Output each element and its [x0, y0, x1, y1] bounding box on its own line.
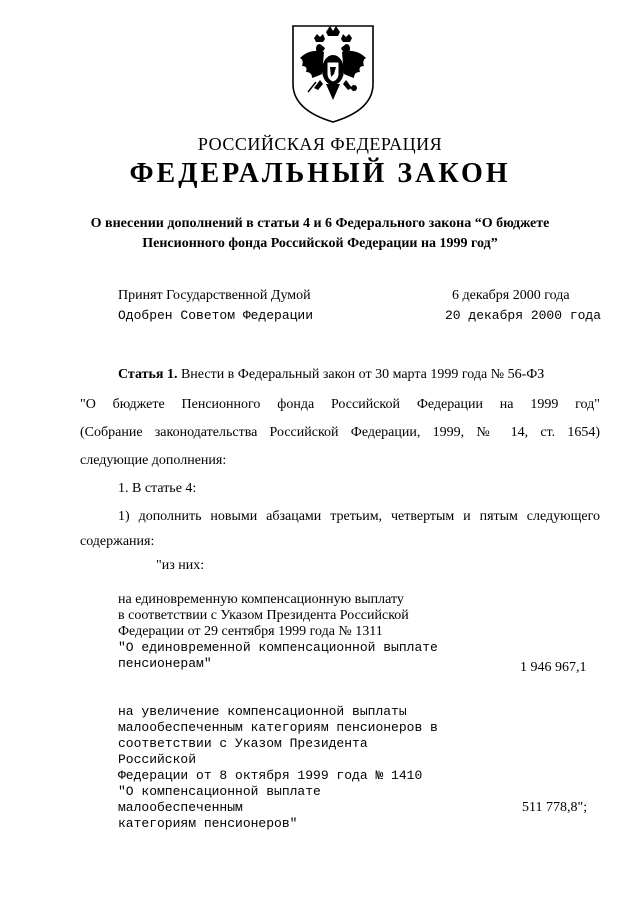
item-2-amount: 511 778,8"; — [522, 800, 588, 815]
coat-of-arms-emblem — [290, 22, 376, 124]
duma-adoption-label: Принят Государственной Думой — [118, 288, 311, 303]
item-2-line-2: малообеспеченным категориям пенсионеров в — [118, 720, 438, 735]
item-1-line-3: Федерации от 29 сентября 1999 года № 1311 — [118, 624, 383, 639]
item-2-line-5: "О компенсационной выплате малообеспеченным — [118, 784, 321, 815]
item-2-line-4: Федерации от 8 октября 1999 года № 1410 — [118, 768, 423, 783]
list-item — [118, 592, 448, 672]
article-1-heading: Статья 1. — [118, 367, 178, 382]
article-1-line-3: (Собрание законодательства Российской Федерации, 1999, № 14, ст. 1654) — [80, 425, 600, 440]
item-1-line-4: "О единовременной компенсационной выплате — [118, 640, 438, 655]
point-1: 1. В статье 4: — [118, 481, 197, 496]
law-title-line-1: О внесении дополнений в статьи 4 и 6 Федерального закона “О бюджете — [90, 216, 550, 231]
council-approval-date: 20 декабря 2000 года — [445, 308, 602, 323]
article-1-first-line — [118, 365, 544, 385]
item-1-line-2: в соответствии с Указом Президента Российской — [118, 608, 409, 623]
law-type-heading: ФЕДЕРАЛЬНЫЙ ЗАКОН — [129, 158, 511, 189]
item-1-line-1: на единовременную компенсационную выплату — [118, 592, 404, 607]
subpoint-line-2: содержания: — [80, 534, 155, 549]
article-1-line-4: следующие дополнения: — [80, 453, 227, 468]
list-item — [118, 704, 448, 832]
quote-start: "из них: — [156, 558, 205, 573]
law-title-line-2: Пенсионного фонда Российской Федерации на 1999 год” — [142, 236, 498, 251]
law-title — [60, 214, 580, 254]
item-2-line-1: на увеличение компенсационной выплаты — [118, 704, 407, 719]
article-1-line-1: Внести в Федеральный закон от 30 марта 1999 года № 56-ФЗ — [180, 367, 545, 382]
country-name: РОССИЙСКАЯ ФЕДЕРАЦИЯ — [197, 134, 443, 154]
item-1-amount: 1 946 967,1 — [520, 660, 587, 675]
item-1-line-5: пенсионерам" — [118, 656, 212, 671]
council-approval-label: Одобрен Советом Федерации — [118, 308, 314, 323]
item-2-line-3: соответствии с Указом Президента Российской — [118, 736, 368, 767]
duma-adoption-date: 6 декабря 2000 года — [452, 288, 570, 303]
subpoint-line-1: 1) дополнить новыми абзацами третьим, четвертым и пятым следующего — [118, 509, 600, 524]
article-1-line-2: "О бюджете Пенсионного фонда Российской Федерации на 1999 год" — [80, 397, 600, 412]
item-2-line-6: категориям пенсионеров" — [118, 816, 298, 831]
